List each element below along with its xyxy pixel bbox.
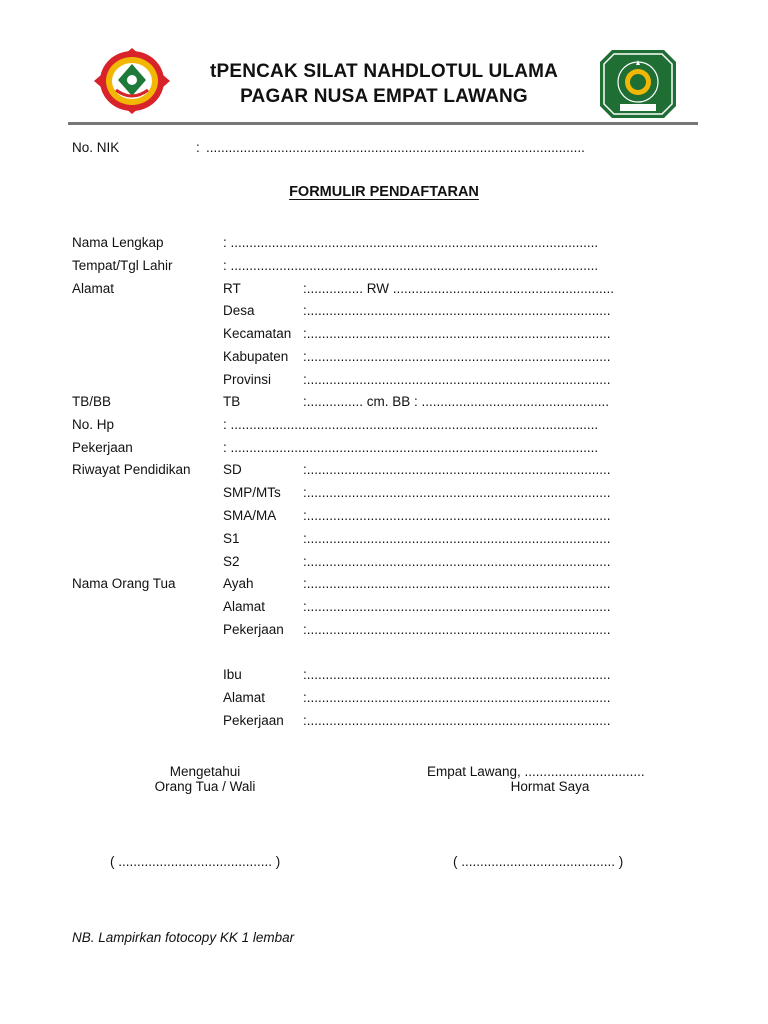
field-input[interactable]: : .................................................................................................. xyxy=(223,417,599,432)
field-input[interactable]: :................................................................................. xyxy=(303,667,611,682)
field-label: Tempat/Tgl Lahir xyxy=(72,258,173,273)
header-title-line2: PAGAR NUSA EMPAT LAWANG xyxy=(240,86,528,107)
signature-left-line1: Mengetahui xyxy=(169,764,241,779)
field-sublabel: S1 xyxy=(223,531,240,546)
signature-left-line2: Orang Tua / Wali xyxy=(154,779,256,794)
field-sublabel: RT xyxy=(223,281,241,296)
field-sublabel: TB xyxy=(223,394,241,409)
form-title-text: FORMULIR PENDAFTARAN xyxy=(289,184,479,200)
nik-separator: : xyxy=(196,140,200,155)
field-input[interactable]: :................................................................................. xyxy=(303,576,611,591)
field-input[interactable]: :................................................................................. xyxy=(303,690,611,705)
footer-note: NB. Lampirkan fotocopy KK 1 lembar xyxy=(72,930,295,945)
field-label: Pekerjaan xyxy=(72,440,133,455)
header-title-line1: tPENCAK SILAT NAHDLOTUL ULAMA xyxy=(209,61,559,82)
field-sublabel: Pekerjaan xyxy=(223,622,284,637)
field-input[interactable]: :................................................................................. xyxy=(303,713,611,728)
field-sublabel: Alamat xyxy=(223,599,266,614)
signature-right-line1: Empat Lawang, ................................ xyxy=(427,764,645,779)
field-input[interactable]: :................................................................................. xyxy=(303,303,611,318)
field-input[interactable]: :................................................................................. xyxy=(303,349,611,364)
field-input[interactable]: :............... RW ........................................................... xyxy=(303,281,615,296)
signature-left-blank[interactable]: ( ......................................... ) xyxy=(110,854,281,869)
field-sublabel: Pekerjaan xyxy=(223,713,284,728)
field-input[interactable]: :................................................................................. xyxy=(303,462,611,477)
field-label: Nama Orang Tua xyxy=(72,576,176,591)
field-label: Alamat xyxy=(72,281,115,296)
field-sublabel: Kabupaten xyxy=(223,349,289,364)
field-label: Riwayat Pendidikan xyxy=(72,462,191,477)
field-label: Nama Lengkap xyxy=(72,235,164,250)
signature-right-line2: Hormat Saya xyxy=(510,779,590,794)
field-sublabel: Desa xyxy=(223,303,255,318)
field-input[interactable]: : .................................................................................................. xyxy=(223,235,599,250)
field-input[interactable]: :................................................................................. xyxy=(303,599,611,614)
nik-field[interactable]: ..................................................................................................... xyxy=(206,140,585,155)
field-sublabel: SD xyxy=(223,462,242,477)
form-title xyxy=(0,184,768,200)
pagar-nusa-logo xyxy=(598,48,678,120)
field-input[interactable]: : .................................................................................................. xyxy=(223,258,599,273)
field-sublabel: SMP/MTs xyxy=(223,485,281,500)
header-divider xyxy=(68,122,698,125)
field-input[interactable]: :................................................................................. xyxy=(303,326,611,341)
field-label: No. Hp xyxy=(72,417,115,432)
field-input[interactable]: :............... cm. BB : .................................................. xyxy=(303,394,610,409)
field-input[interactable]: :................................................................................. xyxy=(303,531,611,546)
field-sublabel: Ibu xyxy=(223,667,242,682)
field-label: TB/BB xyxy=(72,394,112,409)
field-input[interactable]: : .................................................................................................. xyxy=(223,440,599,455)
field-sublabel: Ayah xyxy=(223,576,254,591)
field-sublabel: SMA/MA xyxy=(223,508,277,523)
field-input[interactable]: :................................................................................. xyxy=(303,554,611,569)
field-input[interactable]: :................................................................................. xyxy=(303,372,611,387)
signature-right-blank[interactable]: ( ......................................... ) xyxy=(453,854,624,869)
field-input[interactable]: :................................................................................. xyxy=(303,508,611,523)
field-input[interactable]: :................................................................................. xyxy=(303,622,611,637)
nik-label: No. NIK xyxy=(72,140,120,155)
field-sublabel: S2 xyxy=(223,554,240,569)
field-sublabel: Alamat xyxy=(223,690,266,705)
field-input[interactable]: :................................................................................. xyxy=(303,485,611,500)
field-sublabel: Provinsi xyxy=(223,372,272,387)
field-sublabel: Kecamatan xyxy=(223,326,292,341)
